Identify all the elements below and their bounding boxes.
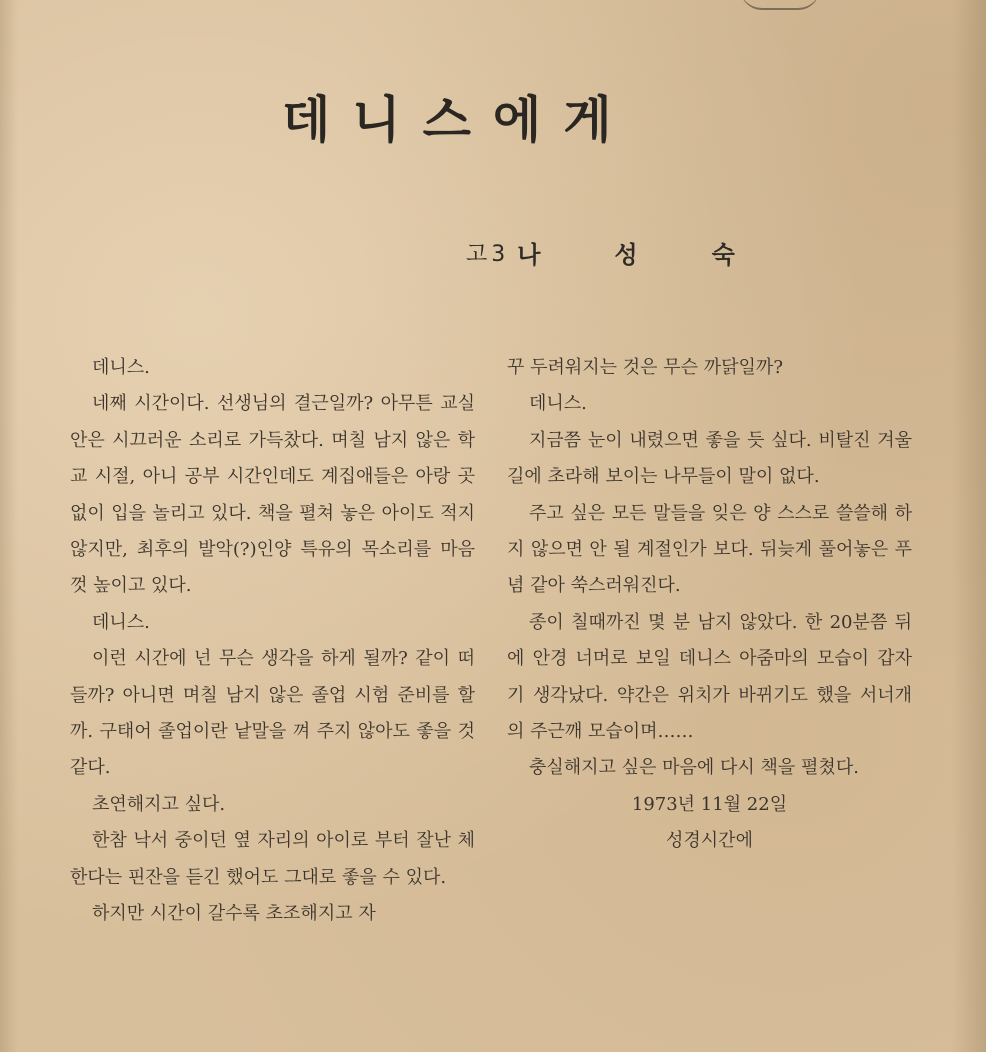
paragraph: 주고 싶은 모든 말들을 잊은 양 스스로 쓸쓸해 하지 않으면 안 될 계절인가 보다. 뒤늦게 풀어놓은 푸념 같아 쑥스러워진다.	[507, 502, 912, 597]
paragraph: 하지만 시간이 갈수록 초조해지고 자	[92, 903, 376, 925]
signoff-place: 성경시간에	[666, 829, 753, 851]
byline-grade: 고3	[466, 241, 510, 267]
page-fold-shadow	[952, 0, 986, 1052]
paragraph-continued: 꾸 두려워지는 것은 무슨 까닭일까?	[507, 357, 783, 378]
signoff	[507, 787, 912, 859]
page-left-edge	[0, 0, 18, 1052]
paragraph: 한참 낙서 중이던 옆 자리의 아이로 부터 잘난 체 한다는 핀잔을 듣긴 했어도 그대로 좋을 수 있다.	[70, 830, 475, 888]
paragraph: 데니스.	[529, 393, 587, 415]
paragraph: 지금쯤 눈이 내렸으면 좋을 듯 싶다. 비탈진 겨울길에 초라해 보이는 나무들이 말이 없다.	[507, 429, 912, 488]
paragraph: 네째 시간이다. 선생님의 결근일까? 아무튼 교실안은 시끄러운 소리로 가득찼다. 며칠 남지 않은 학교 시절, 아니 공부 시간인데도 계집애들은 아랑 곳 없이 입을 놀리고 있다. 책을 펼쳐 놓은 아이도 적지 않지만, 최후의 발악(?)인양 특유의 목소리를 마음껏 높이고 있다.	[70, 393, 475, 597]
paragraph: 데니스.	[92, 611, 150, 633]
paragraph: 종이 칠때까진 몇 분 남지 않았다. 한 20분쯤 뒤에 안경 너머로 보일 데니스 아줌마의 모습이 갑자기 생각났다. 약간은 위치가 바뀌기도 했을 서너개의 주근깨 모습이며……	[507, 611, 912, 743]
left-column	[70, 350, 475, 933]
paragraph: 충실해지고 싶은 마음에 다시 책을 펼쳤다.	[529, 757, 859, 779]
byline	[466, 230, 826, 274]
right-column	[507, 350, 912, 859]
byline-author-name: 나성숙	[517, 240, 809, 269]
top-ink-mark	[740, 0, 820, 10]
paragraph: 데니스.	[92, 357, 150, 378]
article-title: 데니스에게	[282, 91, 634, 149]
paragraph: 초연해지고 싶다.	[92, 793, 226, 815]
paragraph: 이런 시간에 넌 무슨 생각을 하게 될까? 같이 떠들까? 아니면 며칠 남지 않은 졸업 시험 준비를 할까. 구태어 졸업이란 낱말을 껴 주지 않아도 좋을 것 같다.	[70, 648, 475, 779]
signoff-date: 1973년 11월 22일	[631, 793, 788, 815]
